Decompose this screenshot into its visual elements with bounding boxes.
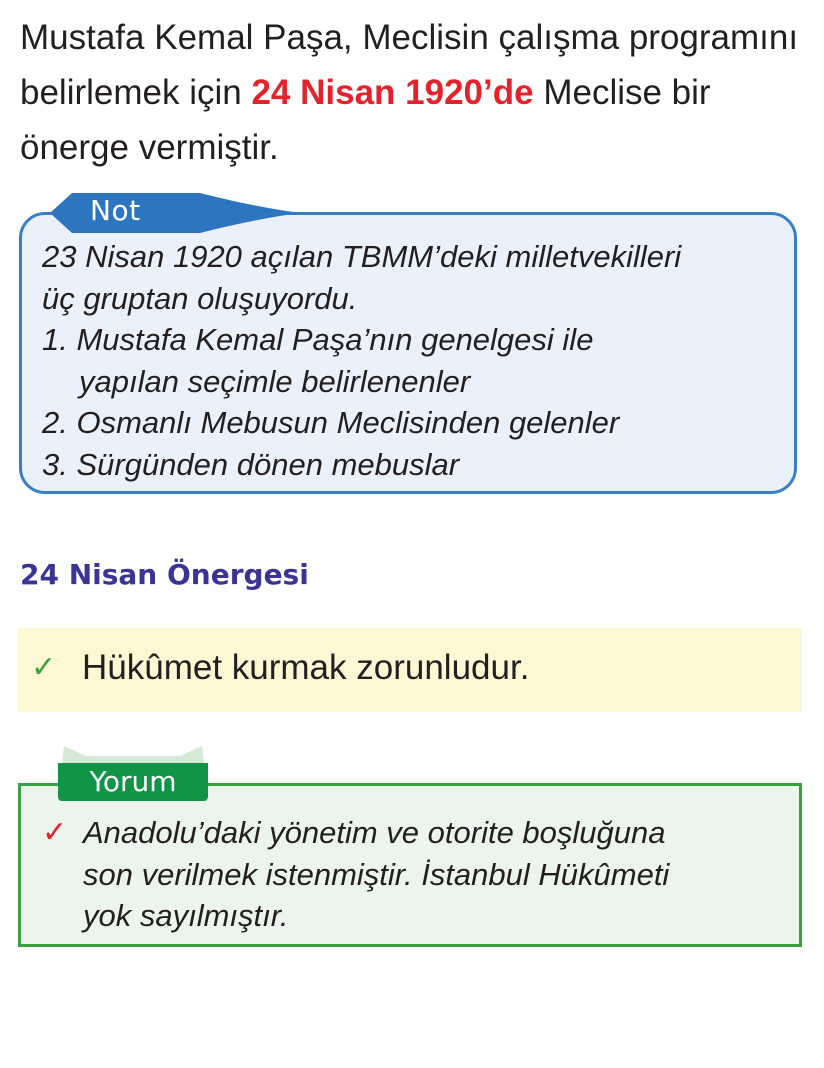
comment-text	[83, 812, 783, 937]
note-line: üç gruptan oluşuyordu.	[42, 280, 358, 316]
comment-line: yok sayılmıştır.	[83, 898, 289, 933]
note-content	[42, 236, 792, 485]
intro-text-before: Mustafa Kemal Paşa, Meclisin çalışma programını belirlemek için	[20, 18, 799, 112]
intro-date-highlight: 24 Nisan 1920’de	[251, 73, 534, 112]
note-line: 2. Osmanlı Mebusun Meclisinden gelenler	[42, 405, 620, 440]
statement-text: Hükûmet kurmak zorunludur.	[82, 648, 530, 687]
comment-line: Anadolu’daki yönetim ve otorite boşluğuna	[83, 815, 666, 850]
comment-tab	[58, 763, 208, 801]
comment-label: Yorum	[89, 765, 177, 798]
intro-paragraph	[20, 10, 810, 175]
red-check-icon: ✓	[42, 815, 68, 850]
note-label: Not	[90, 194, 141, 227]
statement-bar	[18, 628, 802, 712]
note-tab	[50, 193, 300, 233]
intro-text-after: Meclise bir önerge vermiştir.	[20, 73, 711, 167]
section-title: 24 Nisan Önergesi	[20, 558, 309, 591]
green-check-icon: ✓	[31, 650, 57, 685]
comment-line: son verilmek istenmiştir. İstanbul Hükûmeti	[83, 856, 670, 892]
note-tab-shape	[50, 193, 300, 233]
note-line: yapılan seçimle belirlenenler	[79, 363, 471, 399]
note-line: 23 Nisan 1920 açılan TBMM’deki milletvekilleri	[42, 239, 682, 274]
note-line: 3. Sürgünden dönen mebuslar	[42, 446, 460, 482]
note-line: 1. Mustafa Kemal Paşa’nın genelgesi ile	[42, 322, 594, 357]
